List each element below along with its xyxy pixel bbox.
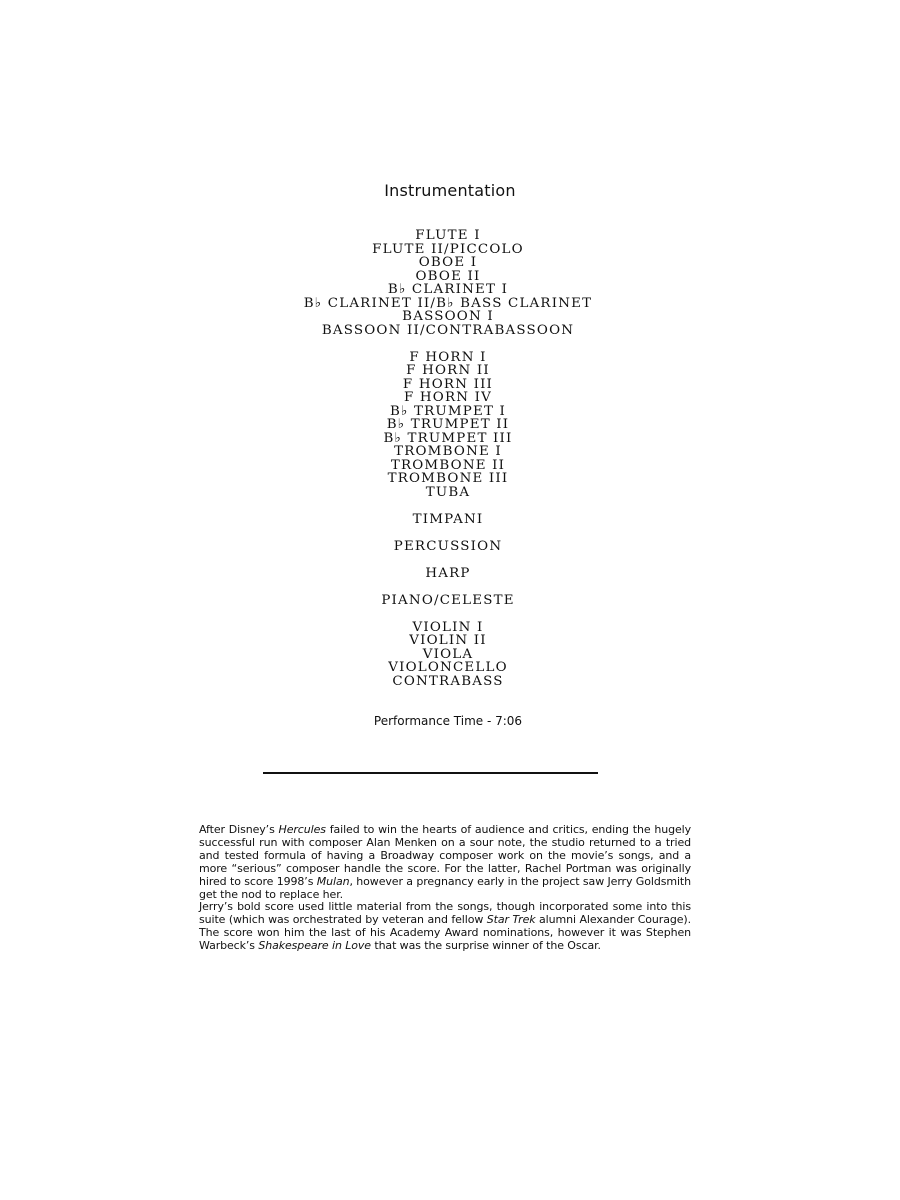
instrument-name: PIANO/CELESTE — [381, 592, 515, 608]
instrument-name: TIMPANI — [412, 511, 484, 527]
notes-text: After Disney’s — [199, 823, 279, 836]
timpani-group — [0, 513, 896, 527]
instrument-name: PERCUSSION — [393, 538, 503, 554]
instrument-name: TROMBONE I — [394, 444, 502, 459]
percussion-group — [0, 540, 896, 554]
instrument-name: TROMBONE III — [387, 471, 509, 486]
notes-text: , however a pregnancy early in the project saw Jerry Goldsmith get the nod to replace her. — [199, 874, 691, 901]
woodwinds-group — [0, 229, 896, 337]
instrument-name: B♭ CLARINET II/B♭ BASS CLARINET — [303, 295, 593, 311]
instrument-name: BASSOON I — [402, 309, 494, 324]
notes-film-title: Star Trek — [486, 913, 536, 927]
notes-text: that was the surprise winner of the Oscar. — [370, 939, 601, 953]
program-notes — [199, 824, 691, 953]
instrument-name: B♭ TRUMPET II — [386, 417, 510, 432]
instrument-name: TROMBONE II — [390, 457, 506, 473]
harp-group — [0, 567, 896, 581]
instrument-name: BASSOON II/CONTRABASSOON — [321, 322, 575, 338]
instrument-name: OBOE II — [415, 268, 481, 284]
performance-time: Performance Time - 7:06 — [373, 714, 523, 728]
keyboards-group — [0, 594, 896, 608]
instrument-list — [0, 229, 896, 688]
instrument-name: F HORN II — [406, 363, 490, 378]
instrument-name: B♭ CLARINET I — [387, 282, 509, 297]
instrument-name: B♭ TRUMPET III — [383, 430, 513, 446]
instrumentation-heading: Instrumentation — [384, 181, 516, 200]
notes-paragraph-2 — [199, 901, 691, 953]
notes-text: Jerry’s bold score used little material from the songs, though incorporated some into this suite (which was orchestrated by veteran and fellow — [199, 900, 691, 927]
notes-paragraph-1 — [199, 824, 691, 901]
instrument-name: FLUTE II/PICCOLO — [372, 241, 524, 257]
brass-group — [0, 351, 896, 500]
notes-film-title: Hercules — [278, 823, 326, 836]
instrument-name: VIOLIN II — [409, 633, 487, 648]
notes-text: alumni Alexander Courage). The score won him the last of his Academy Award nominations, however it was Stephen Warbeck’s — [199, 913, 691, 953]
instrument-name: F HORN III — [402, 376, 494, 392]
divider-rule — [263, 772, 598, 774]
instrument-name: TUBA — [425, 484, 471, 500]
notes-text: failed to win the hearts of audience and critics, ending the hugely successful run with composer Alan Menken on a sour note, the studio returned to a tried and tested formula of having a Broadway composer work on the movie’s songs, and a more “serious” composer handle the score. For the latter, Rachel Portman was originally hired to score 1998’s — [199, 823, 691, 888]
notes-film-title: Shakespeare in Love — [258, 939, 371, 953]
instrument-name: F HORN IV — [403, 390, 493, 405]
instrument-name: CONTRABASS — [392, 673, 504, 689]
instrument-name: F HORN I — [409, 349, 487, 365]
instrument-name: FLUTE I — [415, 228, 481, 243]
instrument-name: B♭ TRUMPET I — [389, 403, 507, 419]
instrument-name: VIOLA — [422, 646, 474, 662]
strings-group — [0, 621, 896, 689]
instrument-name: HARP — [425, 565, 471, 581]
instrument-name: VIOLONCELLO — [388, 660, 508, 675]
instrument-name: OBOE I — [418, 255, 478, 270]
instrument-name: VIOLIN I — [412, 619, 484, 635]
notes-film-title: Mulan — [316, 874, 350, 888]
